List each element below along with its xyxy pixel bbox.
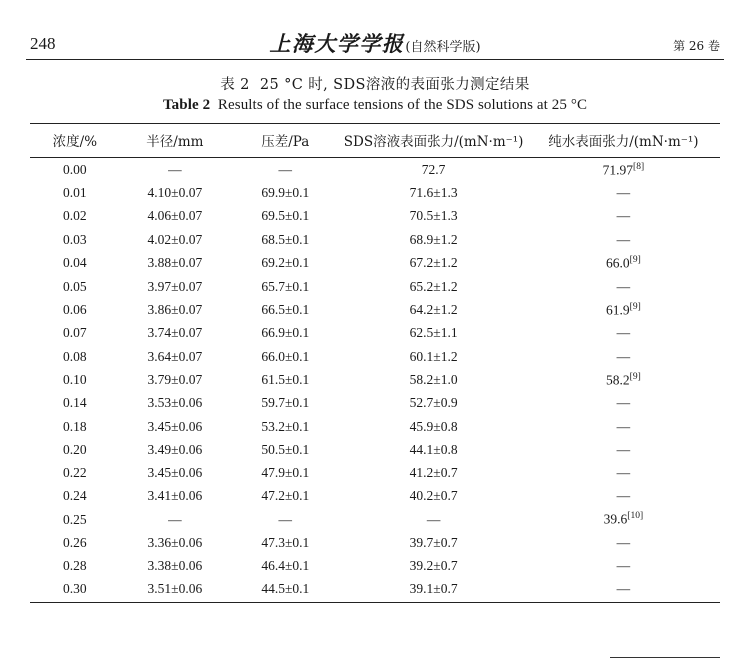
cell-water-surface-tension: — (616, 535, 631, 551)
cell-pressure-difference: 69.2±0.1 (261, 255, 310, 271)
cell-concentration: 0.30 (30, 578, 120, 603)
cell-water-surface-tension: — (616, 208, 631, 224)
cell-pressure-difference: 66.0±0.1 (261, 348, 310, 364)
cell-pressure-difference: 50.5±0.1 (261, 441, 310, 457)
cell-water-surface-tension: 39.6[10] (603, 511, 644, 527)
caption-chinese-text: 25 °C 时, SDS溶液的表面张力测定结果 (259, 77, 530, 93)
table-row (30, 205, 720, 228)
cell-sds-surface-tension: 45.9±0.8 (409, 418, 458, 434)
cell-pressure-difference: 68.5±0.1 (261, 231, 310, 247)
cell-radius: 3.38±0.06 (147, 558, 203, 574)
cell-sds-surface-tension: 39.7±0.7 (409, 535, 458, 551)
cell-concentration: 0.10 (63, 372, 87, 388)
cell-sds-surface-tension: 71.6±1.3 (409, 185, 458, 201)
cell-sds-surface-tension: 62.5±1.1 (409, 325, 458, 341)
cell-radius: 3.45±0.06 (147, 465, 203, 481)
cell-concentration: 0.18 (63, 418, 87, 434)
cell-water-surface-tension: — (616, 558, 631, 574)
cell-sds-surface-tension: 70.5±1.3 (409, 208, 458, 224)
table-header (30, 124, 720, 158)
table-caption (0, 73, 750, 114)
column-header-water-surface-tension: 纯水表面张力/(mN·m⁻¹) (527, 124, 720, 158)
cell-sds-surface-tension: 65.2±1.2 (409, 278, 458, 294)
caption-chinese-label: 表 2 (220, 77, 250, 93)
table-row (30, 251, 720, 275)
running-head (26, 14, 724, 60)
cell-pressure-difference: 69.9±0.1 (261, 185, 310, 201)
table-row (30, 485, 720, 508)
column-header-pressure-difference: 压差/Pa (230, 124, 340, 158)
cell-radius: 3.36±0.06 (147, 535, 203, 551)
reference-superscript: [8] (633, 161, 645, 172)
journal-title-cn: 上海大学学报 (269, 31, 405, 56)
cell-concentration: 0.25 (63, 511, 87, 527)
table-row (30, 555, 720, 578)
cell-pressure-difference: 47.3±0.1 (261, 535, 310, 551)
cell-pressure-difference: 47.9±0.1 (261, 465, 310, 481)
caption-english-text: Results of the surface tensions of the SDS solutions at 25 °C (217, 97, 588, 113)
page-number: 248 (30, 34, 56, 53)
column-header-concentration: 浓度/% (30, 124, 120, 158)
table-row (30, 578, 720, 603)
cell-concentration: 0.02 (63, 208, 87, 224)
cell-water-surface-tension: 66.0[9] (606, 254, 641, 271)
cell-water-surface-tension: — (616, 231, 631, 247)
header-rule (26, 59, 724, 60)
table-row (30, 275, 720, 298)
table-row (30, 182, 720, 205)
table-row (30, 345, 720, 368)
cell-concentration: 0.00 (63, 161, 87, 177)
table-row (30, 298, 720, 322)
cell-sds-surface-tension: 58.2±1.0 (409, 372, 458, 388)
table-row (30, 228, 720, 251)
cell-concentration: 0.07 (63, 325, 87, 341)
cell-water-surface-tension: — (616, 465, 631, 481)
cell-radius: 3.49±0.06 (147, 441, 203, 457)
cell-sds-surface-tension: 39.1±0.7 (340, 578, 526, 603)
cell-pressure-difference: 66.9±0.1 (261, 325, 310, 341)
caption-english-label: Table 2 (162, 97, 211, 113)
caption-english (0, 97, 750, 114)
journal-subtitle-cn: (自然科学版) (405, 40, 481, 55)
cell-water-surface-tension: — (616, 348, 631, 364)
table-row (30, 438, 720, 461)
table-row (30, 415, 720, 438)
cell-pressure-difference: — (278, 161, 293, 177)
cell-sds-surface-tension: — (426, 511, 441, 527)
cell-radius: — (168, 161, 182, 177)
surface-tension-table (30, 123, 720, 603)
table-header-row (30, 124, 720, 158)
cell-concentration: 0.05 (63, 278, 87, 294)
cell-radius: 4.06±0.07 (147, 208, 203, 224)
cell-pressure-difference: 59.7±0.1 (261, 395, 310, 411)
cell-pressure-difference: 65.7±0.1 (261, 278, 310, 294)
cell-sds-surface-tension: 40.2±0.7 (409, 488, 458, 504)
table-row (30, 461, 720, 484)
cell-water-surface-tension: — (527, 578, 720, 603)
cell-radius: 3.53±0.06 (147, 395, 203, 411)
cell-water-surface-tension: 71.97[8] (602, 161, 645, 178)
reference-superscript: [9] (629, 254, 641, 265)
cell-radius: 3.64±0.07 (147, 348, 203, 364)
cell-pressure-difference: 69.5±0.1 (261, 208, 310, 224)
cell-water-surface-tension: — (616, 395, 631, 411)
cell-sds-surface-tension: 44.1±0.8 (409, 441, 458, 457)
cell-sds-surface-tension: 52.7±0.9 (409, 395, 458, 411)
cell-pressure-difference: 44.5±0.1 (230, 578, 340, 603)
table-container (30, 123, 720, 603)
cell-radius: 3.88±0.07 (147, 255, 203, 271)
table-row (30, 508, 720, 532)
cell-concentration: 0.08 (63, 348, 87, 364)
table-row (30, 368, 720, 392)
cell-radius: 3.79±0.07 (147, 372, 203, 388)
cell-concentration: 0.24 (63, 488, 87, 504)
cell-sds-surface-tension: 41.2±0.7 (409, 465, 458, 481)
cell-radius: 3.86±0.07 (147, 301, 203, 317)
column-header-sds-surface-tension: SDS溶液表面张力/(mN·m⁻¹) (340, 124, 526, 158)
cell-concentration: 0.04 (63, 255, 87, 271)
cell-water-surface-tension: 61.9[9] (606, 301, 641, 318)
table-row (30, 392, 720, 415)
cell-radius: 3.97±0.07 (147, 278, 203, 294)
cell-radius: 4.10±0.07 (147, 185, 203, 201)
cell-water-surface-tension: — (616, 185, 631, 201)
cell-water-surface-tension: — (616, 418, 631, 434)
cell-water-surface-tension: — (616, 278, 631, 294)
table-row (30, 322, 720, 345)
cell-concentration: 0.28 (63, 558, 87, 574)
journal-title (26, 28, 724, 58)
cell-concentration: 0.20 (63, 441, 87, 457)
cell-sds-surface-tension: 39.2±0.7 (409, 558, 458, 574)
cell-radius: 3.45±0.06 (147, 418, 203, 434)
cell-radius: 3.74±0.07 (147, 325, 203, 341)
cell-concentration: 0.26 (63, 535, 87, 551)
cell-pressure-difference: 61.5±0.1 (261, 372, 310, 388)
cell-concentration: 0.01 (63, 185, 87, 201)
table-row (30, 158, 720, 182)
cell-sds-surface-tension: 72.7 (421, 161, 446, 177)
reference-superscript: [9] (629, 371, 641, 382)
reference-superscript: [9] (629, 301, 641, 312)
cell-radius: 4.02±0.07 (147, 231, 203, 247)
cell-water-surface-tension: — (616, 488, 631, 504)
cell-pressure-difference: 66.5±0.1 (261, 301, 310, 317)
cell-sds-surface-tension: 67.2±1.2 (409, 255, 458, 271)
cell-concentration: 0.03 (63, 231, 87, 247)
table-body (30, 158, 720, 603)
cell-concentration: 0.06 (63, 301, 87, 317)
reference-superscript: [10] (627, 511, 644, 522)
cell-radius: 3.41±0.06 (147, 488, 203, 504)
cell-water-surface-tension: 58.2[9] (606, 371, 641, 388)
caption-chinese (0, 73, 750, 94)
cell-pressure-difference: 53.2±0.1 (261, 418, 310, 434)
column-header-radius: 半径/mm (120, 124, 230, 158)
cell-sds-surface-tension: 68.9±1.2 (409, 231, 458, 247)
cell-sds-surface-tension: 64.2±1.2 (409, 301, 458, 317)
volume-label: 第 26 卷 (673, 39, 720, 53)
cell-water-surface-tension: — (616, 325, 631, 341)
cell-pressure-difference: 47.2±0.1 (261, 488, 310, 504)
cell-concentration: 0.22 (63, 465, 87, 481)
cell-sds-surface-tension: 60.1±1.2 (409, 348, 458, 364)
page-bottom-rule (610, 657, 720, 658)
cell-radius: 3.51±0.06 (120, 578, 230, 603)
cell-water-surface-tension: — (616, 441, 631, 457)
cell-radius: — (168, 511, 182, 527)
cell-pressure-difference: 46.4±0.1 (261, 558, 310, 574)
cell-concentration: 0.14 (63, 395, 87, 411)
cell-pressure-difference: — (278, 511, 293, 527)
table-row (30, 532, 720, 555)
